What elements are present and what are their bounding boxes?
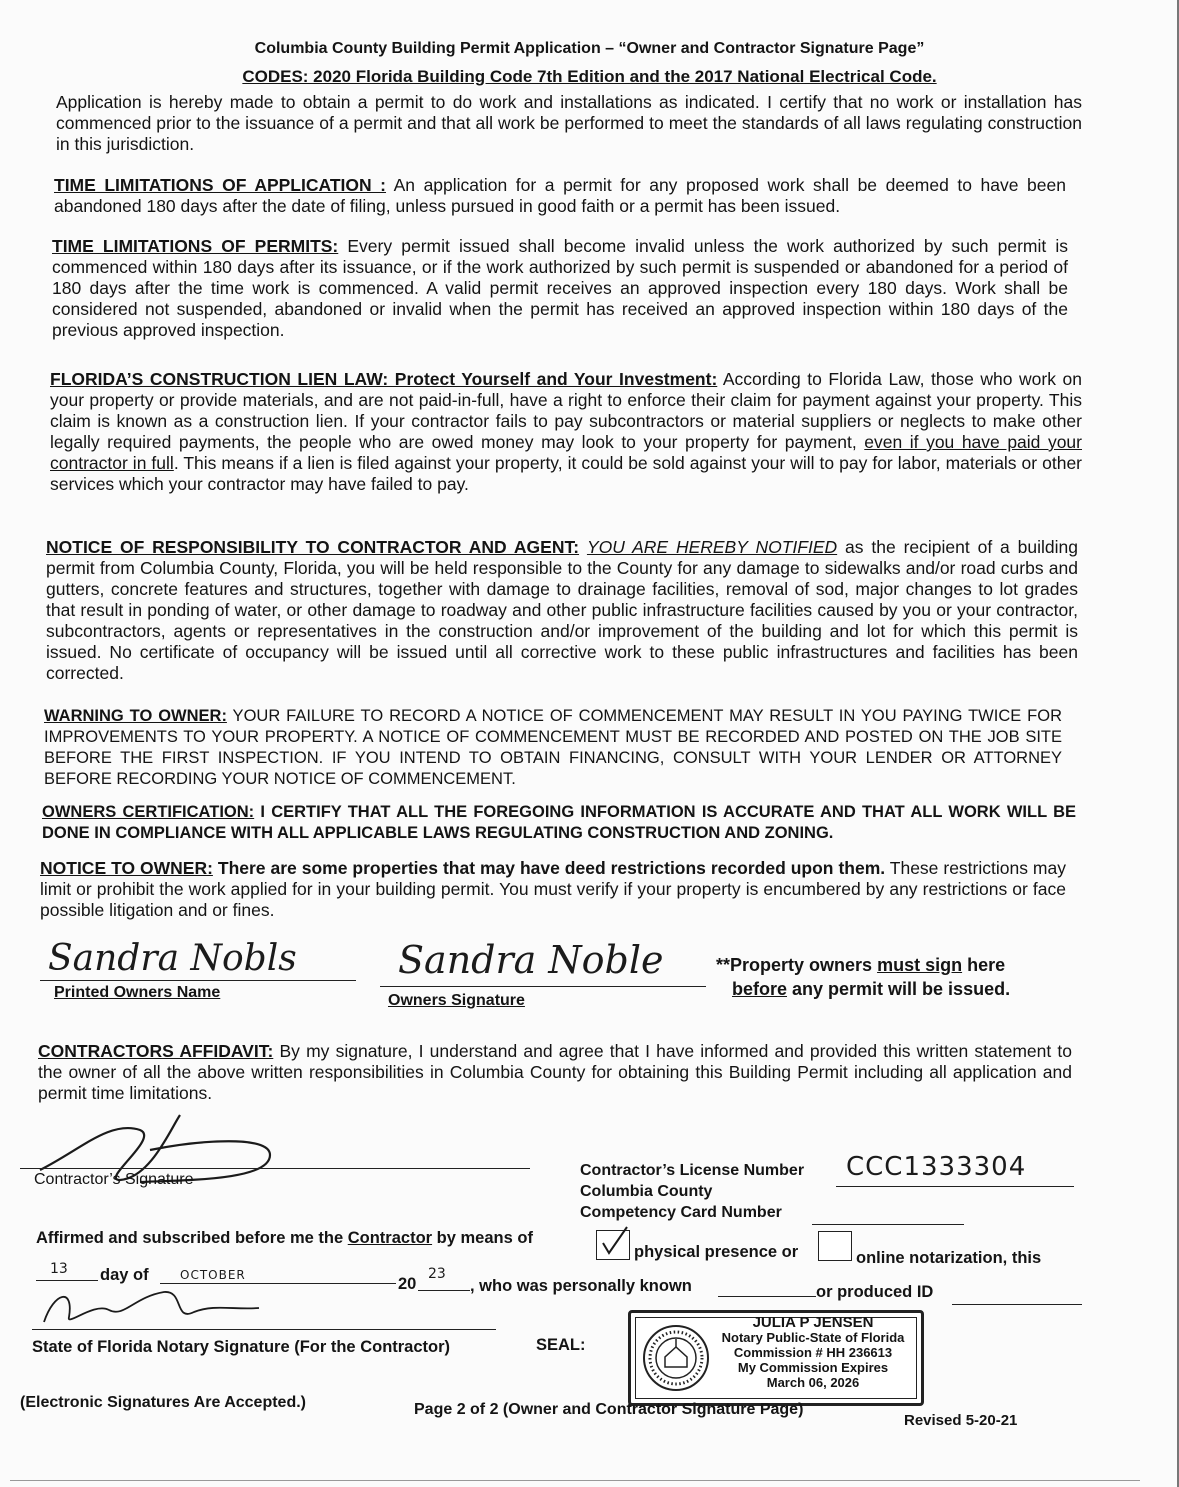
- section-body: as the recipient of a building permit from Columbia County, Florida, you will be held responsible to the County for any damage to sidewalks and/or road curbs and gutters, concrete features and structures, together with damage to drainage facilities, removal of sod, major changes to lot grades that result in ponding of water, or other damage to roadway and other public infrastructure facilities caused by you or your contractor, subcontractors, agents or representatives in the construction and/or improvement of the building and lot for which this permit is issued. No certificate of occupancy will be issued until all corrective work to these public infrastructures and facilities has been corrected.: [46, 537, 1078, 683]
- page-number: Page 2 of 2 (Owner and Contractor Signature Page): [414, 1401, 804, 1418]
- section-body: Every permit issued shall become invalid unless the work authorized by such permit is commenced within 180 days after its issuance, or if the work authorized by such permit is suspended or abandoned for a period of 180 days after the time work is commenced. A valid permit receives an approved inspection every 180 days. Work shall be considered not suspended, abandoned or invalid when the permit has received an approved inspection within 180 days of the previous approved inspection.: [52, 236, 1068, 340]
- day-value: 13: [50, 1261, 68, 1277]
- online-notarization-label: online notarization, this: [856, 1249, 1042, 1267]
- page-title: Columbia County Building Permit Application – “Owner and Contractor Signature Page”: [254, 40, 925, 57]
- day-label: day of: [100, 1266, 149, 1284]
- physical-presence-label: physical presence or: [634, 1243, 799, 1261]
- section-heading: OWNERS CERTIFICATION:: [42, 803, 255, 821]
- section-body: YOUR FAILURE TO RECORD A NOTICE OF COMMENCEMENT MAY RESULT IN YOU PAYING TWICE FOR IMPROVEMENTS TO YOUR PROPERTY. A NOTICE OF COMMENCEMENT MUST BE RECORDED AND POSTED ON THE JOB SITE BEFORE THE FIRST INSPECTION. IF YOU INTEND TO OBTAIN FINANCING, CONSULT WITH YOUR LENDER OR ATTORNEY BEFORE RECORDING YOUR NOTICE OF COMMENCEMENT.: [44, 707, 1062, 788]
- seal-line: My Commission Expires: [737, 1360, 889, 1375]
- section-heading: NOTICE OF RESPONSIBILITY TO CONTRACTOR AND AGENT:: [46, 537, 580, 557]
- section-heading: WARNING TO OWNER:: [44, 707, 227, 725]
- section-body: By my signature, I understand and agree that I have informed and provided this written statement to the owner of all the above written responsibilities in Columbia County for obtaining this Building Permit including all application and permit time limitations.: [38, 1041, 1072, 1103]
- section-heading: CONTRACTORS AFFIDAVIT:: [38, 1041, 274, 1061]
- contractors-affidavit: [38, 1041, 1072, 1104]
- printed-owner-name-label: Printed Owners Name: [54, 984, 221, 1001]
- county-label: Columbia County: [580, 1183, 713, 1200]
- section-body: An application for a permit for any proposed work shall be deemed to have been abandoned 180 days after the date of filing, unless pursued in good faith or a permit has been issued.: [54, 175, 1066, 216]
- personally-known-label: , who was personally known: [470, 1277, 692, 1295]
- section-body: I CERTIFY THAT ALL THE FOREGOING INFORMATION IS ACCURATE AND THAT ALL WORK WILL BE DONE IN COMPLIANCE WITH ALL APPLICABLE LAWS REGULATING CONSTRUCTION AND ZONING.: [42, 803, 1077, 842]
- section-heading: FLORIDA’S CONSTRUCTION LIEN LAW: Protect Yourself and Your Investment:: [50, 369, 718, 389]
- year-value: 23: [428, 1266, 446, 1282]
- warning-to-owner: [44, 706, 1062, 790]
- seal-text-block: [709, 1315, 917, 1390]
- section-heading: TIME LIMITATIONS OF PERMITS:: [52, 236, 339, 256]
- time-limitations-permits: [52, 236, 1068, 341]
- construction-lien-law: [50, 369, 1082, 495]
- contractor-signature-line[interactable]: [20, 1168, 530, 1169]
- owner-signature-line[interactable]: [380, 986, 706, 987]
- state-seal-icon: [641, 1323, 711, 1393]
- section-heading: TIME LIMITATIONS OF APPLICATION :: [54, 175, 387, 195]
- intro-paragraph: Application is hereby made to obtain a permit to do work and installations as indicated. I certify that no work or installation has commenced prior to the issuance of a permit and that all work be performed to meet the standards of all laws regulating construction in this jurisdiction.: [56, 92, 1082, 154]
- section-body-end: . This means if a lien is filed against your property, it could be sold against your will to pay for labor, materials or other services which your contractor may have failed to pay.: [50, 453, 1083, 494]
- notary-seal-stamp: [628, 1310, 924, 1406]
- physical-presence-checkbox[interactable]: [596, 1230, 630, 1260]
- license-number-label: Contractor’s License Number: [580, 1162, 805, 1179]
- seal-notary-name: JULIA P JENSEN: [752, 1314, 874, 1331]
- owners-certification: [42, 802, 1076, 844]
- revised-date: Revised 5-20-21: [904, 1412, 1018, 1429]
- notary-signature-label: State of Florida Notary Signature (For the Contractor): [32, 1338, 451, 1356]
- owner-signature-value: Sandra Noble: [398, 938, 664, 982]
- year-line[interactable]: [418, 1290, 470, 1291]
- notice-to-owner: [40, 858, 1066, 921]
- competency-card-line[interactable]: [812, 1224, 964, 1225]
- produced-id-line[interactable]: [952, 1304, 1082, 1305]
- day-line[interactable]: [36, 1280, 98, 1281]
- section-body: According to Florida Law, those who work on your property or provide materials, and are not paid-in-full, have a right to enforce their claim for payment against your property. This claim is known as a construction lien. If your contractor fails to pay subcontractors or material suppliers or neglects to make other legally required payments, the people who are owed money may look to your property for payment,: [50, 369, 1082, 452]
- checkmark-icon: [597, 1225, 631, 1255]
- bottom-divider: [10, 1480, 1140, 1481]
- time-limitations-application: [54, 175, 1066, 217]
- printed-owner-name-line[interactable]: [40, 980, 356, 981]
- license-number-value: CCC1333304: [846, 1152, 1027, 1182]
- contractor-signature-label: Contractor’s Signature: [34, 1171, 194, 1188]
- seal-label: SEAL:: [536, 1336, 586, 1354]
- month-value: OCTOBER: [180, 1268, 246, 1282]
- section-body: These restrictions may limit or prohibit the work applied for in your building permit. You must verify if your property is encumbered by any restrictions or face possible litigation and or fines.: [40, 858, 1066, 920]
- bold-sentence: There are some properties that may have deed restrictions recorded upon them.: [212, 858, 886, 878]
- personally-known-line[interactable]: [718, 1296, 816, 1297]
- seal-line: Notary Public-State of Florida: [721, 1330, 905, 1345]
- affirm-text: Affirmed and subscribed before me the Contractor by means of: [36, 1229, 533, 1247]
- notice-of-responsibility: [46, 537, 1078, 684]
- printed-owner-name-value: Sandra Nobls: [48, 938, 297, 979]
- underlined-phrase: even if you have paid your contractor in full: [50, 432, 1082, 473]
- owner-signature-label: Owners Signature: [388, 992, 525, 1009]
- license-number-line[interactable]: [836, 1186, 1074, 1187]
- notary-signature-line[interactable]: [32, 1329, 496, 1330]
- online-notarization-checkbox[interactable]: [818, 1231, 852, 1261]
- codes-heading: CODES: 2020 Florida Building Code 7th Edition and the 2017 National Electrical Code.: [242, 67, 937, 86]
- seal-line: Commission # HH 236613: [733, 1345, 893, 1360]
- electronic-signatures-note: (Electronic Signatures Are Accepted.): [20, 1394, 306, 1411]
- year-prefix: 20: [398, 1275, 417, 1293]
- seal-line: March 06, 2026: [766, 1375, 860, 1390]
- notary-signature-scribble: [34, 1282, 294, 1332]
- owner-sign-note: **Property owners must sign here before any permit will be issued.: [716, 955, 1011, 999]
- competency-card-label: Competency Card Number: [580, 1204, 782, 1221]
- emphasis-phrase: YOU ARE HEREBY NOTIFIED: [586, 537, 838, 557]
- produced-id-label: or produced ID: [816, 1283, 934, 1301]
- section-heading: NOTICE TO OWNER:: [40, 858, 213, 878]
